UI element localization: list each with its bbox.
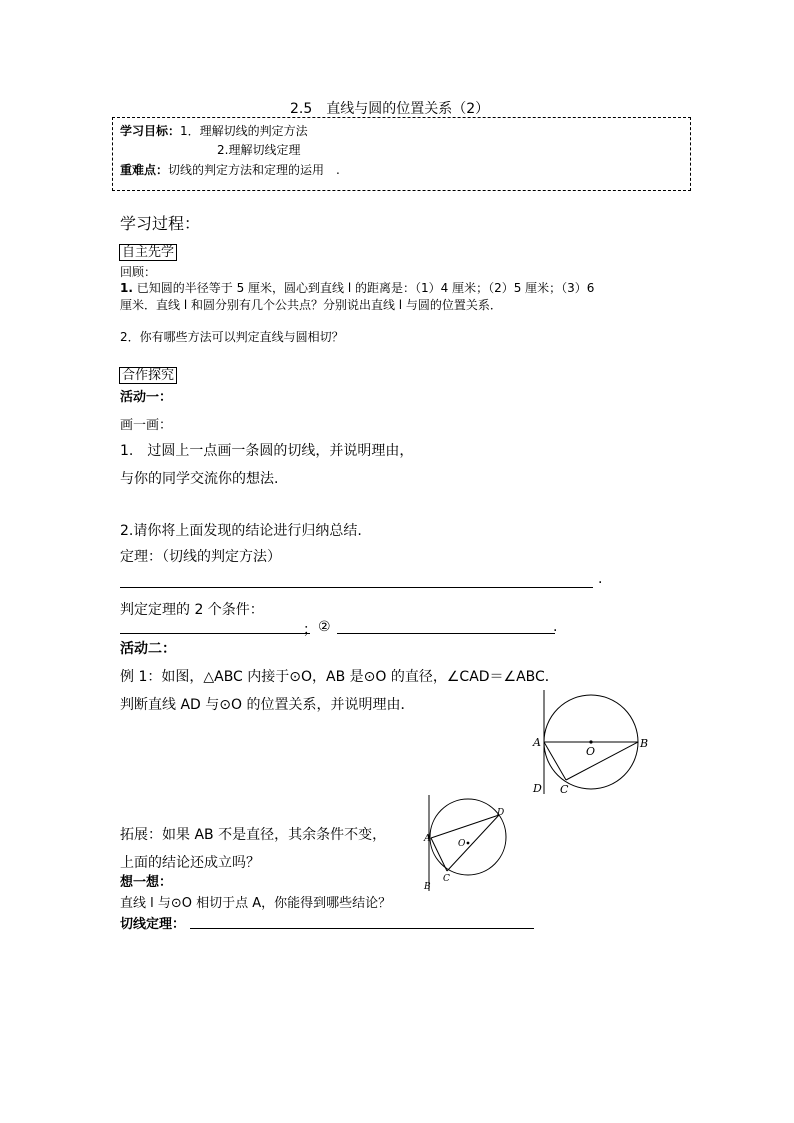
tangent-theorem-blank[interactable] [190,928,534,929]
tangent-theorem-label: 切线定理： [120,917,186,932]
process-heading: 学习过程： [120,214,201,233]
label-c-2: C [443,874,450,884]
question-2: 2．你有哪些方法可以判定直线与圆相切？ [120,330,344,344]
chord-ac-2 [431,838,447,871]
review-label: 回顾： [120,265,157,279]
theorem-label: 定理：（切线的判定方法） [120,549,281,565]
page-title: 2.5 直线与圆的位置关系（2） [290,101,490,117]
label-c: C [560,783,569,796]
think-heading: 想一想： [120,875,173,890]
extension-line-2: 上面的结论还成立吗？ [120,855,260,871]
condition-separator: ； [303,622,317,638]
draw-label: 画一画： [120,418,173,433]
task-1-line-1: 1. 过圆上一点画一条圆的切线，并说明理由， [120,443,414,459]
learning-goals [120,122,308,139]
theorem-blank[interactable] [120,587,593,588]
task-2: 2.请你将上面发现的结论进行归纳总结. [120,523,362,539]
key-points-text: 切线的判定方法和定理的运用 . [168,163,340,177]
chord-ac [544,742,566,780]
label-b: B [640,737,649,750]
label-a: A [533,736,541,749]
question-1-number: 1. [120,281,133,295]
figure-2-circle-diagram [420,793,512,893]
label-d: D [533,782,542,795]
example-1-line-2: 判断直线 AD 与⊙O 的位置关系，并说明理由． [120,697,415,713]
circle-o-2 [430,799,506,875]
label-b-2: B [424,882,431,892]
question-1-text: 已知圆的半径等于 5 厘米，圆心到直线 l 的距离是：（1）4 厘米；（2）5 厘米；（3）6 [136,281,595,295]
theorem-period: . [598,571,603,587]
label-o: O [586,745,596,758]
question-1-line-1 [120,279,594,296]
center-point-o [589,740,592,743]
extension-line-1: 拓展：如果 AB 不是直径，其余条件不变， [120,827,387,843]
key-points-label: 重难点： [120,163,169,177]
chord-bc [566,742,638,780]
label-o-2: O [458,839,466,849]
self-study-box: 自主先学 [119,244,177,261]
task-1-line-2: 与你的同学交流你的想法. [120,471,279,487]
conditions-period: . [553,619,558,635]
condition-1-blank[interactable] [120,633,310,634]
key-points [120,161,340,178]
condition-2-marker: ② [318,619,331,635]
cooperate-box: 合作探究 [119,367,177,384]
activity-2-heading: 活动二： [120,641,176,657]
label-d-2: D [497,808,505,818]
goal-item-1: 1．理解切线的判定方法 [180,124,308,138]
question-1-line-2: 厘米．直线 l 和圆分别有几个公共点？分别说出直线 l 与圆的位置关系． [120,298,502,312]
conditions-label: 判定定理的 2 个条件： [120,602,264,618]
center-point-o-2 [467,842,470,845]
activity-1-heading: 活动一： [120,390,173,405]
figure-1-circle-diagram [525,684,660,799]
condition-2-blank[interactable] [337,633,555,634]
label-a-2: A [424,834,431,844]
example-1-line-1: 例 1：如图，△ABC 内接于⊙O，AB 是⊙O 的直径，∠CAD＝∠ABC． [120,669,559,685]
think-question: 直线 l 与⊙O 相切于点 A，你能得到哪些结论？ [120,896,392,911]
goal-item-2: 2.理解切线定理 [217,143,301,157]
goals-label: 学习目标： [120,124,181,138]
